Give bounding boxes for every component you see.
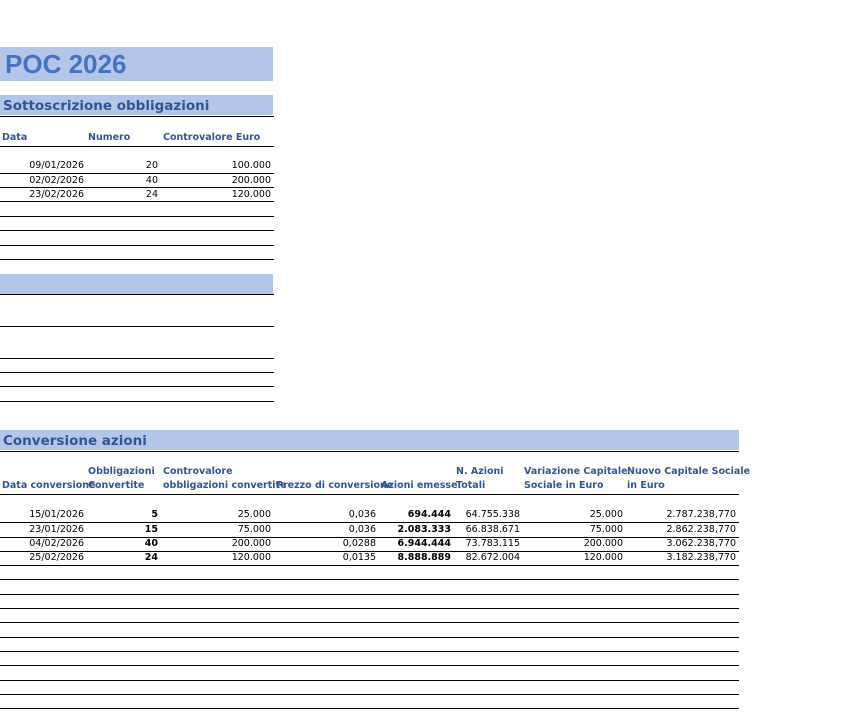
divider xyxy=(0,494,739,495)
subscription-date-cell: 02/02/2026 xyxy=(29,175,84,186)
divider xyxy=(0,451,739,452)
conversion-bonds-cell: 15 xyxy=(144,524,158,535)
conversion-price-cell: 0,036 xyxy=(348,524,376,535)
conversion-header-variation-line1: Variazione Capitale xyxy=(524,466,628,477)
conversion-date-cell: 04/02/2026 xyxy=(29,538,84,549)
conversion-header-value-line2: obbligazioni convertite xyxy=(163,480,287,491)
conversion-variation-cell: 25.000 xyxy=(589,509,623,520)
row-divider xyxy=(0,372,274,373)
subscription-value-cell: 100.000 xyxy=(231,160,271,171)
row-divider xyxy=(0,608,739,609)
conversion-price-cell: 0,0135 xyxy=(342,552,376,563)
row-divider xyxy=(0,694,739,695)
conversion-newcap-cell: 3.182.238,770 xyxy=(666,552,736,563)
conversion-header-bonds-line1: Obbligazioni xyxy=(88,466,155,477)
conversion-value-cell: 200.000 xyxy=(231,538,271,549)
row-divider xyxy=(0,565,739,566)
subscription-date-cell: 23/02/2026 xyxy=(29,189,84,200)
divider xyxy=(0,116,274,117)
row-divider xyxy=(0,594,739,595)
conversion-total-cell: 64.755.338 xyxy=(465,509,520,520)
conversion-value-cell: 25.000 xyxy=(237,509,271,520)
row-divider xyxy=(0,259,274,260)
conversion-variation-cell: 75.000 xyxy=(589,524,623,535)
conversion-header-value-line1: Controvalore xyxy=(163,466,233,477)
row-divider xyxy=(0,622,739,623)
subscription-section-title: Sottoscrizione obbligazioni xyxy=(3,98,210,114)
second-section-band xyxy=(0,274,273,294)
conversion-shares-cell: 6.944.444 xyxy=(397,538,451,549)
subscription-number-cell: 24 xyxy=(145,189,158,200)
row-divider xyxy=(0,201,274,202)
page-title: POC 2026 xyxy=(5,49,127,79)
row-divider xyxy=(0,245,274,246)
subscription-header-date: Data xyxy=(2,132,28,143)
conversion-header-total-line2: Totali xyxy=(456,480,486,491)
row-divider xyxy=(0,665,739,666)
conversion-price-cell: 0,0288 xyxy=(342,538,376,549)
divider xyxy=(0,146,274,147)
conversion-shares-cell: 8.888.889 xyxy=(397,552,451,563)
conversion-variation-cell: 200.000 xyxy=(583,538,623,549)
subscription-date-cell: 09/01/2026 xyxy=(29,160,84,171)
row-divider xyxy=(0,637,739,638)
conversion-price-cell: 0,036 xyxy=(348,509,376,520)
row-divider xyxy=(0,216,274,217)
conversion-header-date: Data conversione xyxy=(2,480,96,491)
subscription-number-cell: 40 xyxy=(145,175,158,186)
row-divider xyxy=(0,401,274,402)
conversion-total-cell: 66.838.671 xyxy=(465,524,520,535)
conversion-header-shares: Azioni emesse xyxy=(381,480,458,491)
row-divider xyxy=(0,386,274,387)
subscription-header-value: Controvalore Euro xyxy=(163,132,261,143)
subscription-value-cell: 120.000 xyxy=(231,189,271,200)
conversion-bonds-cell: 5 xyxy=(151,509,158,520)
conversion-date-cell: 15/01/2026 xyxy=(29,509,84,520)
divider xyxy=(0,326,274,327)
conversion-date-cell: 23/01/2026 xyxy=(29,524,84,535)
conversion-header-total-line1: N. Azioni xyxy=(456,466,504,477)
conversion-total-cell: 73.783.115 xyxy=(465,538,520,549)
conversion-header-bonds-line2: Convertite xyxy=(88,480,145,491)
conversion-newcap-cell: 3.062.238,770 xyxy=(666,538,736,549)
conversion-header-newcap-line1: Nuovo Capitale Sociale xyxy=(627,466,751,477)
conversion-header-variation-line2: Sociale in Euro xyxy=(524,480,604,491)
row-divider xyxy=(0,680,739,681)
row-divider xyxy=(0,358,274,359)
conversion-header-newcap-line2: in Euro xyxy=(627,480,665,491)
row-divider xyxy=(0,230,274,231)
conversion-bonds-cell: 40 xyxy=(144,538,158,549)
conversion-bonds-cell: 24 xyxy=(144,552,158,563)
subscription-number-cell: 20 xyxy=(145,160,158,171)
conversion-section-title: Conversione azioni xyxy=(3,433,147,449)
divider xyxy=(0,294,274,295)
conversion-date-cell: 25/02/2026 xyxy=(29,552,84,563)
conversion-total-cell: 82.672.004 xyxy=(465,552,520,563)
conversion-shares-cell: 694.444 xyxy=(407,509,451,520)
conversion-value-cell: 75.000 xyxy=(237,524,271,535)
conversion-shares-cell: 2.083.333 xyxy=(397,524,451,535)
subscription-value-cell: 200.000 xyxy=(231,175,271,186)
conversion-variation-cell: 120.000 xyxy=(583,552,623,563)
row-divider xyxy=(0,651,739,652)
conversion-value-cell: 120.000 xyxy=(231,552,271,563)
conversion-newcap-cell: 2.787.238,770 xyxy=(666,509,736,520)
row-divider xyxy=(0,579,739,580)
conversion-header-price: Prezzo di conversione xyxy=(276,480,394,491)
subscription-header-number: Numero xyxy=(88,132,131,143)
row-divider xyxy=(0,708,739,709)
conversion-newcap-cell: 2.862.238,770 xyxy=(666,524,736,535)
